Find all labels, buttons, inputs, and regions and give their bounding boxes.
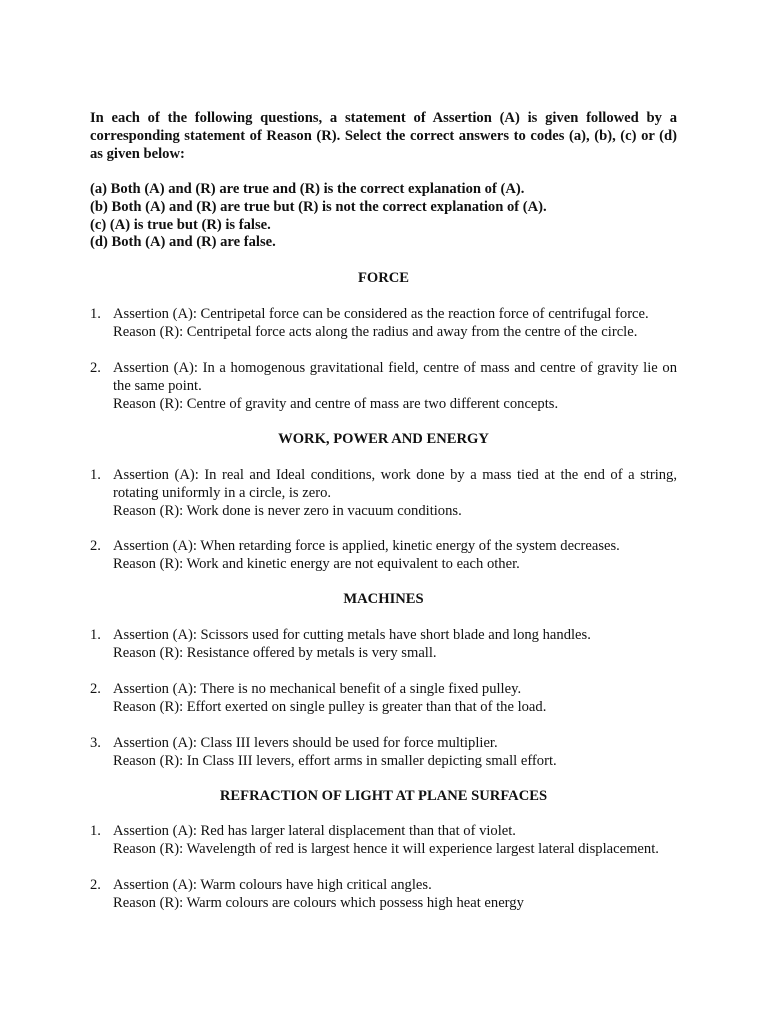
- question-number: 2.: [90, 680, 101, 697]
- question-body: [113, 467, 677, 521]
- section-title-work-power-energy: WORK, POWER AND ENERGY: [278, 430, 489, 447]
- answer-code-d: (d) Both (A) and (R) are false.: [90, 234, 276, 251]
- question-number: 2.: [90, 877, 101, 894]
- section-title-machines: MACHINES: [343, 591, 424, 608]
- reason-text: Reason (R): Work done is never zero in vacuum conditions.: [113, 502, 462, 519]
- question-item: [90, 735, 677, 771]
- reason-text: Reason (R): Wavelength of red is largest hence it will experience largest lateral displacement.: [113, 841, 659, 858]
- answer-code-c: (c) (A) is true but (R) is false.: [90, 216, 271, 233]
- question-body: [113, 735, 677, 771]
- section-title-force: FORCE: [357, 270, 410, 287]
- question-number: 1.: [90, 306, 101, 323]
- reason-text: Reason (R): Centripetal force acts along the radius and away from the centre of the circle.: [113, 324, 638, 341]
- reason-text: Reason (R): Work and kinetic energy are not equivalent to each other.: [113, 556, 520, 573]
- question-body: [113, 538, 677, 574]
- question-list-refraction: [90, 823, 677, 913]
- question-number: 1.: [90, 627, 101, 644]
- question-list-machines: [90, 627, 677, 770]
- question-body: [113, 306, 677, 342]
- question-number: 1.: [90, 466, 101, 483]
- question-item: [90, 681, 677, 717]
- instructions-paragraph: In each of the following questions, a statement of Assertion (A) is given followed by a corresponding statement of Reason (R). Select the correct answers to codes (a), (b), (c) or (d) as given below:: [90, 110, 677, 162]
- question-body: [113, 627, 677, 663]
- assertion-text: Assertion (A): Centripetal force can be considered as the reaction force of centrifugal force.: [113, 306, 649, 323]
- question-number: 2.: [90, 360, 101, 377]
- question-list-force: [90, 306, 677, 414]
- assertion-text: Assertion (A): In real and Ideal conditions, work done by a mass tied at the end of a string, rotating uniformly in a circle, is zero.: [113, 466, 677, 501]
- answer-code-a: (a) Both (A) and (R) are true and (R) is the correct explanation of (A).: [90, 180, 525, 197]
- question-body: [113, 681, 677, 717]
- question-number: 3.: [90, 734, 101, 751]
- assertion-text: Assertion (A): Scissors used for cutting metals have short blade and long handles.: [113, 627, 591, 644]
- assertion-text: Assertion (A): When retarding force is applied, kinetic energy of the system decreases.: [113, 538, 620, 555]
- assertion-text: Assertion (A): Warm colours have high critical angles.: [113, 877, 432, 894]
- question-item: [90, 306, 677, 342]
- reason-text: Reason (R): Effort exerted on single pulley is greater than that of the load.: [113, 698, 547, 715]
- question-body: [113, 823, 677, 859]
- reason-text: Reason (R): Resistance offered by metals is very small.: [113, 645, 437, 662]
- question-list-work-power-energy: [90, 467, 677, 575]
- question-item: [90, 823, 677, 859]
- assertion-text: Assertion (A): Class III levers should be used for force multiplier.: [113, 734, 498, 751]
- question-item: [90, 467, 677, 521]
- reason-text: Reason (R): Centre of gravity and centre of mass are two different concepts.: [113, 395, 559, 412]
- question-item: [90, 360, 677, 414]
- assertion-text: Assertion (A): Red has larger lateral displacement than that of violet.: [113, 823, 516, 840]
- section-title-refraction: REFRACTION OF LIGHT AT PLANE SURFACES: [219, 787, 548, 804]
- question-item: [90, 538, 677, 574]
- question-item: [90, 877, 677, 913]
- question-item: [90, 627, 677, 663]
- question-body: [113, 360, 677, 414]
- question-number: 1.: [90, 823, 101, 840]
- assertion-text: Assertion (A): In a homogenous gravitational field, centre of mass and centre of gravity lie on the same point.: [113, 360, 677, 394]
- assertion-text: Assertion (A): There is no mechanical benefit of a single fixed pulley.: [113, 680, 522, 697]
- reason-text: Reason (R): Warm colours are colours which possess high heat energy: [113, 895, 524, 912]
- reason-text: Reason (R): In Class III levers, effort arms in smaller depicting small effort.: [113, 752, 557, 769]
- answer-codes: [90, 181, 677, 253]
- question-number: 2.: [90, 538, 101, 555]
- question-body: [113, 877, 677, 913]
- answer-code-b: (b) Both (A) and (R) are true but (R) is not the correct explanation of (A).: [90, 198, 547, 215]
